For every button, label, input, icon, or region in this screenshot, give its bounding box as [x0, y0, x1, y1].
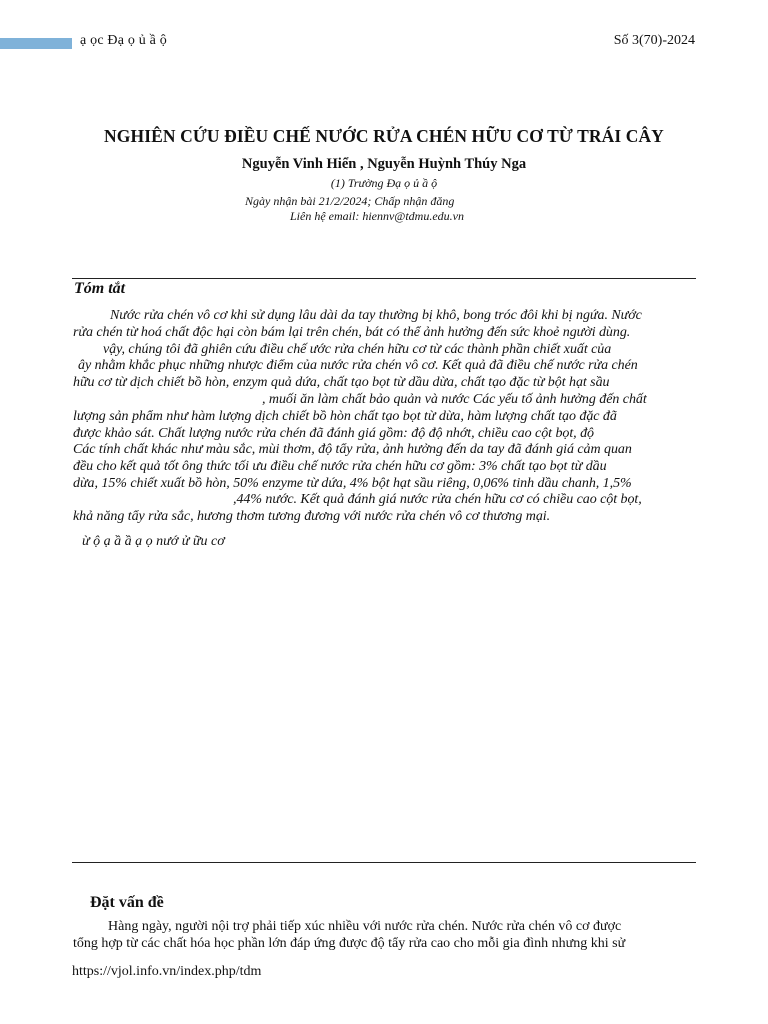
abstract-line: dừa, 15% chiết xuất bồ hòn, 50% enzyme từ dứa, 4% bột hạt sầu riêng, 0,06% tinh dầu chanh, 1,5% [73, 476, 632, 491]
abstract-line: được khảo sát. Chất lượng nước rửa chén đã đánh giá gồm: độ độ nhớt, chiều cao cột bọt, độ [73, 426, 594, 441]
abstract-line: đều cho kết quả tốt ông thức tối ưu điều chế nước rửa chén hữu cơ gồm: 3% chất tạo bọt từ dầu [73, 459, 607, 474]
abstract-line: vậy, chúng tôi đã ghiên cứu điều chế ước rửa chén hữu cơ từ các thành phần chiết xuất của [103, 342, 612, 357]
body-line: Hàng ngày, người nội trợ phải tiếp xúc nhiều với nước rửa chén. Nước rửa chén vô cơ được [108, 919, 622, 934]
author-affiliation: (1) Trường Đạ ọ ủ ầ ộ [330, 176, 438, 190]
abstract-heading: Tóm tắt [74, 280, 126, 297]
received-accepted-dates: Ngày nhận bài 21/2/2024; Chấp nhận đăng [245, 194, 455, 208]
contact-email: Liên hệ email: hiennv@tdmu.edu.vn [290, 209, 464, 223]
abstract-line: ây nhằm khắc phục những nhược điểm của nước rửa chén vô cơ. Kết quả đã điều chế nước rửa chén [78, 358, 638, 373]
abstract-line: ,44% nước. Kết quả đánh giá nước rửa chén hữu cơ có chiều cao cột bọt, [233, 492, 642, 507]
footer-url: https://vjol.info.vn/index.php/tdm [72, 964, 262, 979]
article-authors: Nguyễn Vinh Hiển , Nguyễn Huỳnh Thúy Nga [241, 156, 527, 172]
divider-bottom [72, 862, 696, 863]
issue-number: Số 3(70)-2024 [613, 33, 695, 48]
header-accent-bar [0, 38, 72, 49]
section-heading: Đặt vấn đề [90, 894, 164, 911]
abstract-line: hữu cơ từ dịch chiết bồ hòn, enzym quả dứa, chất tạo bọt từ dầu dừa, chất tạo đặc từ bột hạt sầu [73, 375, 610, 390]
abstract-line: lượng sản phẩm như hàm lượng dịch chiết bồ hòn chất tạo bọt từ dừa, hàm lượng chất tạo đặc đã [73, 409, 617, 424]
journal-name: ạ ọc Đạ ọ ủ ầ ộ [80, 33, 167, 48]
abstract-line: rửa chén từ hoá chất độc hại còn bám lại trên chén, bát có thể ảnh hưởng đến sức khoẻ người dùng. [73, 325, 631, 340]
abstract-line: Các tính chất khác như màu sắc, mùi thơm, độ tẩy rửa, ảnh hưởng đến da tay đã đánh giá cảm quan [73, 442, 632, 457]
keywords-line: ừ ộ ạ ầ ầ ạ ọ nướ ử ữu cơ [82, 534, 225, 549]
body-line: tổng hợp từ các chất hóa học phần lớn đáp ứng được độ tẩy rửa cao cho mỗi gia đình nhưng khi sử [73, 936, 626, 951]
abstract-line: khả năng tẩy rửa sắc, hương thơm tương đương với nước rửa chén vô cơ thương mại. [73, 509, 551, 524]
abstract-line: Nước rửa chén vô cơ khi sử dụng lâu dài da tay thường bị khô, bong tróc đôi khi bị ngứa. Nước [110, 308, 642, 323]
abstract-line: , muối ăn làm chất bảo quản và nước Các yếu tố ảnh hưởng đến chất [262, 392, 647, 407]
article-title: NGHIÊN CỨU ĐIỀU CHẾ NƯỚC RỬA CHÉN HỮU CƠ TỪ TRÁI CÂY [104, 126, 664, 146]
divider-top [72, 278, 696, 279]
